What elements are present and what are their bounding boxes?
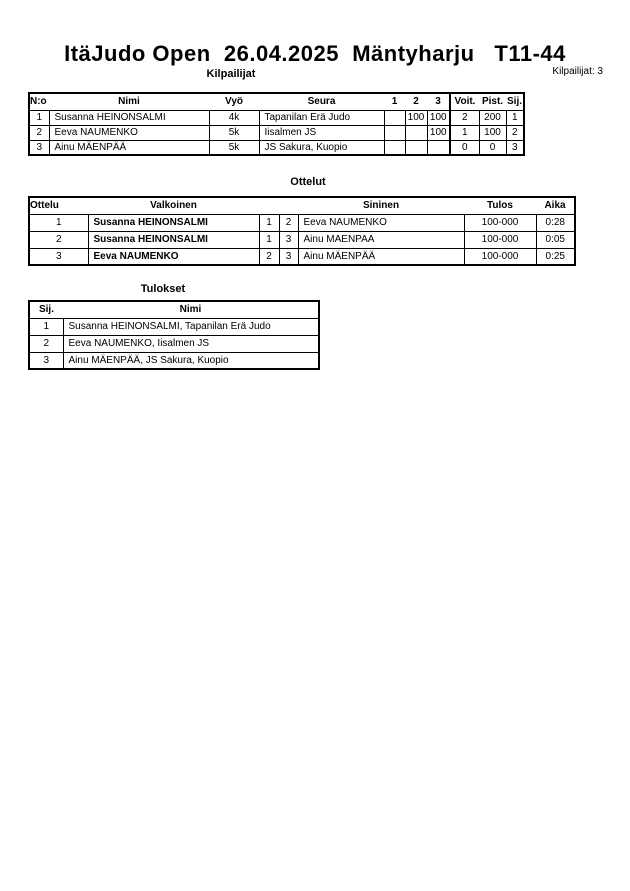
cell-result: 100-000 — [464, 214, 536, 231]
cell-blue-name: Ainu MÄENPÄÄ — [298, 248, 464, 265]
cell-wins: 0 — [450, 140, 479, 155]
cell-result: 100-000 — [464, 248, 536, 265]
results-table — [28, 300, 320, 370]
cell-r2: 100 — [405, 110, 427, 125]
cell-name: Eeva NAUMENKO — [49, 125, 209, 140]
cell-time: 0:25 — [536, 248, 575, 265]
cell-r2 — [405, 140, 427, 155]
cell-club: Iisalmen JS — [259, 125, 384, 140]
cell-blue-name: Ainu MAENPAA — [298, 231, 464, 248]
col-header-name: Nimi — [49, 93, 209, 110]
cell-club: JS Sakura, Kuopio — [259, 140, 384, 155]
cell-white-no: 1 — [259, 231, 279, 248]
col-header-blue: Sininen — [298, 197, 464, 214]
result-row — [29, 335, 319, 352]
cell-r3: 100 — [427, 125, 450, 140]
match-row — [29, 248, 575, 265]
cell-blue-no: 2 — [279, 214, 298, 231]
cell-r2 — [405, 125, 427, 140]
competitors-count: Kilpailijat: 3 — [552, 66, 603, 77]
cell-no: 2 — [29, 125, 49, 140]
cell-r3: 100 — [427, 110, 450, 125]
cell-result-name: Susanna HEINONSALMI, Tapanilan Erä Judo — [63, 318, 319, 335]
cell-result: 100-000 — [464, 231, 536, 248]
matches-header-row — [29, 197, 575, 214]
cell-belt: 5k — [209, 140, 259, 155]
cell-name: Susanna HEINONSALMI — [49, 110, 209, 125]
col-header-blue-no — [279, 197, 298, 214]
col-header-wins: Voit. — [450, 93, 479, 110]
cell-white-name: Susanna HEINONSALMI — [88, 214, 259, 231]
cell-result-place: 2 — [29, 335, 63, 352]
matches-section-title: Ottelut — [290, 176, 326, 188]
competitors-section-title: Kilpailijat — [206, 68, 256, 80]
cell-name: Ainu MÄENPÄÄ — [49, 140, 209, 155]
cell-result-place: 3 — [29, 352, 63, 369]
col-header-points: Pist. — [479, 93, 506, 110]
col-header-r3: 3 — [427, 93, 450, 110]
cell-r1 — [384, 140, 405, 155]
col-header-result-place: Sij. — [29, 301, 63, 318]
cell-no: 1 — [29, 110, 49, 125]
col-header-no: N:o — [29, 93, 49, 110]
competitor-row — [29, 140, 524, 155]
cell-blue-name: Eeva NAUMENKO — [298, 214, 464, 231]
cell-r1 — [384, 110, 405, 125]
cell-points: 100 — [479, 125, 506, 140]
competitor-row — [29, 125, 524, 140]
cell-belt: 4k — [209, 110, 259, 125]
result-row — [29, 352, 319, 369]
match-row — [29, 231, 575, 248]
cell-points: 200 — [479, 110, 506, 125]
col-header-white: Valkoinen — [88, 197, 259, 214]
matches-table — [28, 196, 576, 266]
page-title: ItäJudo Open 26.04.2025 Mäntyharju T11-44 — [64, 41, 566, 66]
cell-result-place: 1 — [29, 318, 63, 335]
match-row — [29, 214, 575, 231]
cell-match-no: 2 — [29, 231, 88, 248]
cell-points: 0 — [479, 140, 506, 155]
cell-wins: 1 — [450, 125, 479, 140]
cell-belt: 5k — [209, 125, 259, 140]
cell-place: 2 — [506, 125, 524, 140]
cell-wins: 2 — [450, 110, 479, 125]
col-header-white-no — [259, 197, 279, 214]
competitors-table — [28, 92, 525, 156]
cell-r1 — [384, 125, 405, 140]
col-header-time: Aika — [536, 197, 575, 214]
cell-result-name: Ainu MÄENPÄÄ, JS Sakura, Kuopio — [63, 352, 319, 369]
col-header-result-name: Nimi — [63, 301, 319, 318]
cell-time: 0:28 — [536, 214, 575, 231]
competitors-header-row — [29, 93, 524, 110]
cell-no: 3 — [29, 140, 49, 155]
cell-time: 0:05 — [536, 231, 575, 248]
cell-white-name: Eeva NAUMENKO — [88, 248, 259, 265]
col-header-match-no: Ottelu — [29, 197, 88, 214]
cell-blue-no: 3 — [279, 248, 298, 265]
cell-club: Tapanilan Erä Judo — [259, 110, 384, 125]
col-header-club: Seura — [259, 93, 384, 110]
cell-white-no: 1 — [259, 214, 279, 231]
col-header-belt: Vyö — [209, 93, 259, 110]
cell-result-name: Eeva NAUMENKO, Iisalmen JS — [63, 335, 319, 352]
col-header-r2: 2 — [405, 93, 427, 110]
cell-match-no: 3 — [29, 248, 88, 265]
cell-white-no: 2 — [259, 248, 279, 265]
cell-place: 3 — [506, 140, 524, 155]
results-section-title: Tulokset — [140, 283, 186, 295]
col-header-place: Sij. — [506, 93, 524, 110]
results-header-row — [29, 301, 319, 318]
cell-r3 — [427, 140, 450, 155]
competitor-row — [29, 110, 524, 125]
col-header-r1: 1 — [384, 93, 405, 110]
cell-match-no: 1 — [29, 214, 88, 231]
cell-blue-no: 3 — [279, 231, 298, 248]
col-header-result: Tulos — [464, 197, 536, 214]
result-row — [29, 318, 319, 335]
cell-white-name: Susanna HEINONSALMI — [88, 231, 259, 248]
cell-place: 1 — [506, 110, 524, 125]
